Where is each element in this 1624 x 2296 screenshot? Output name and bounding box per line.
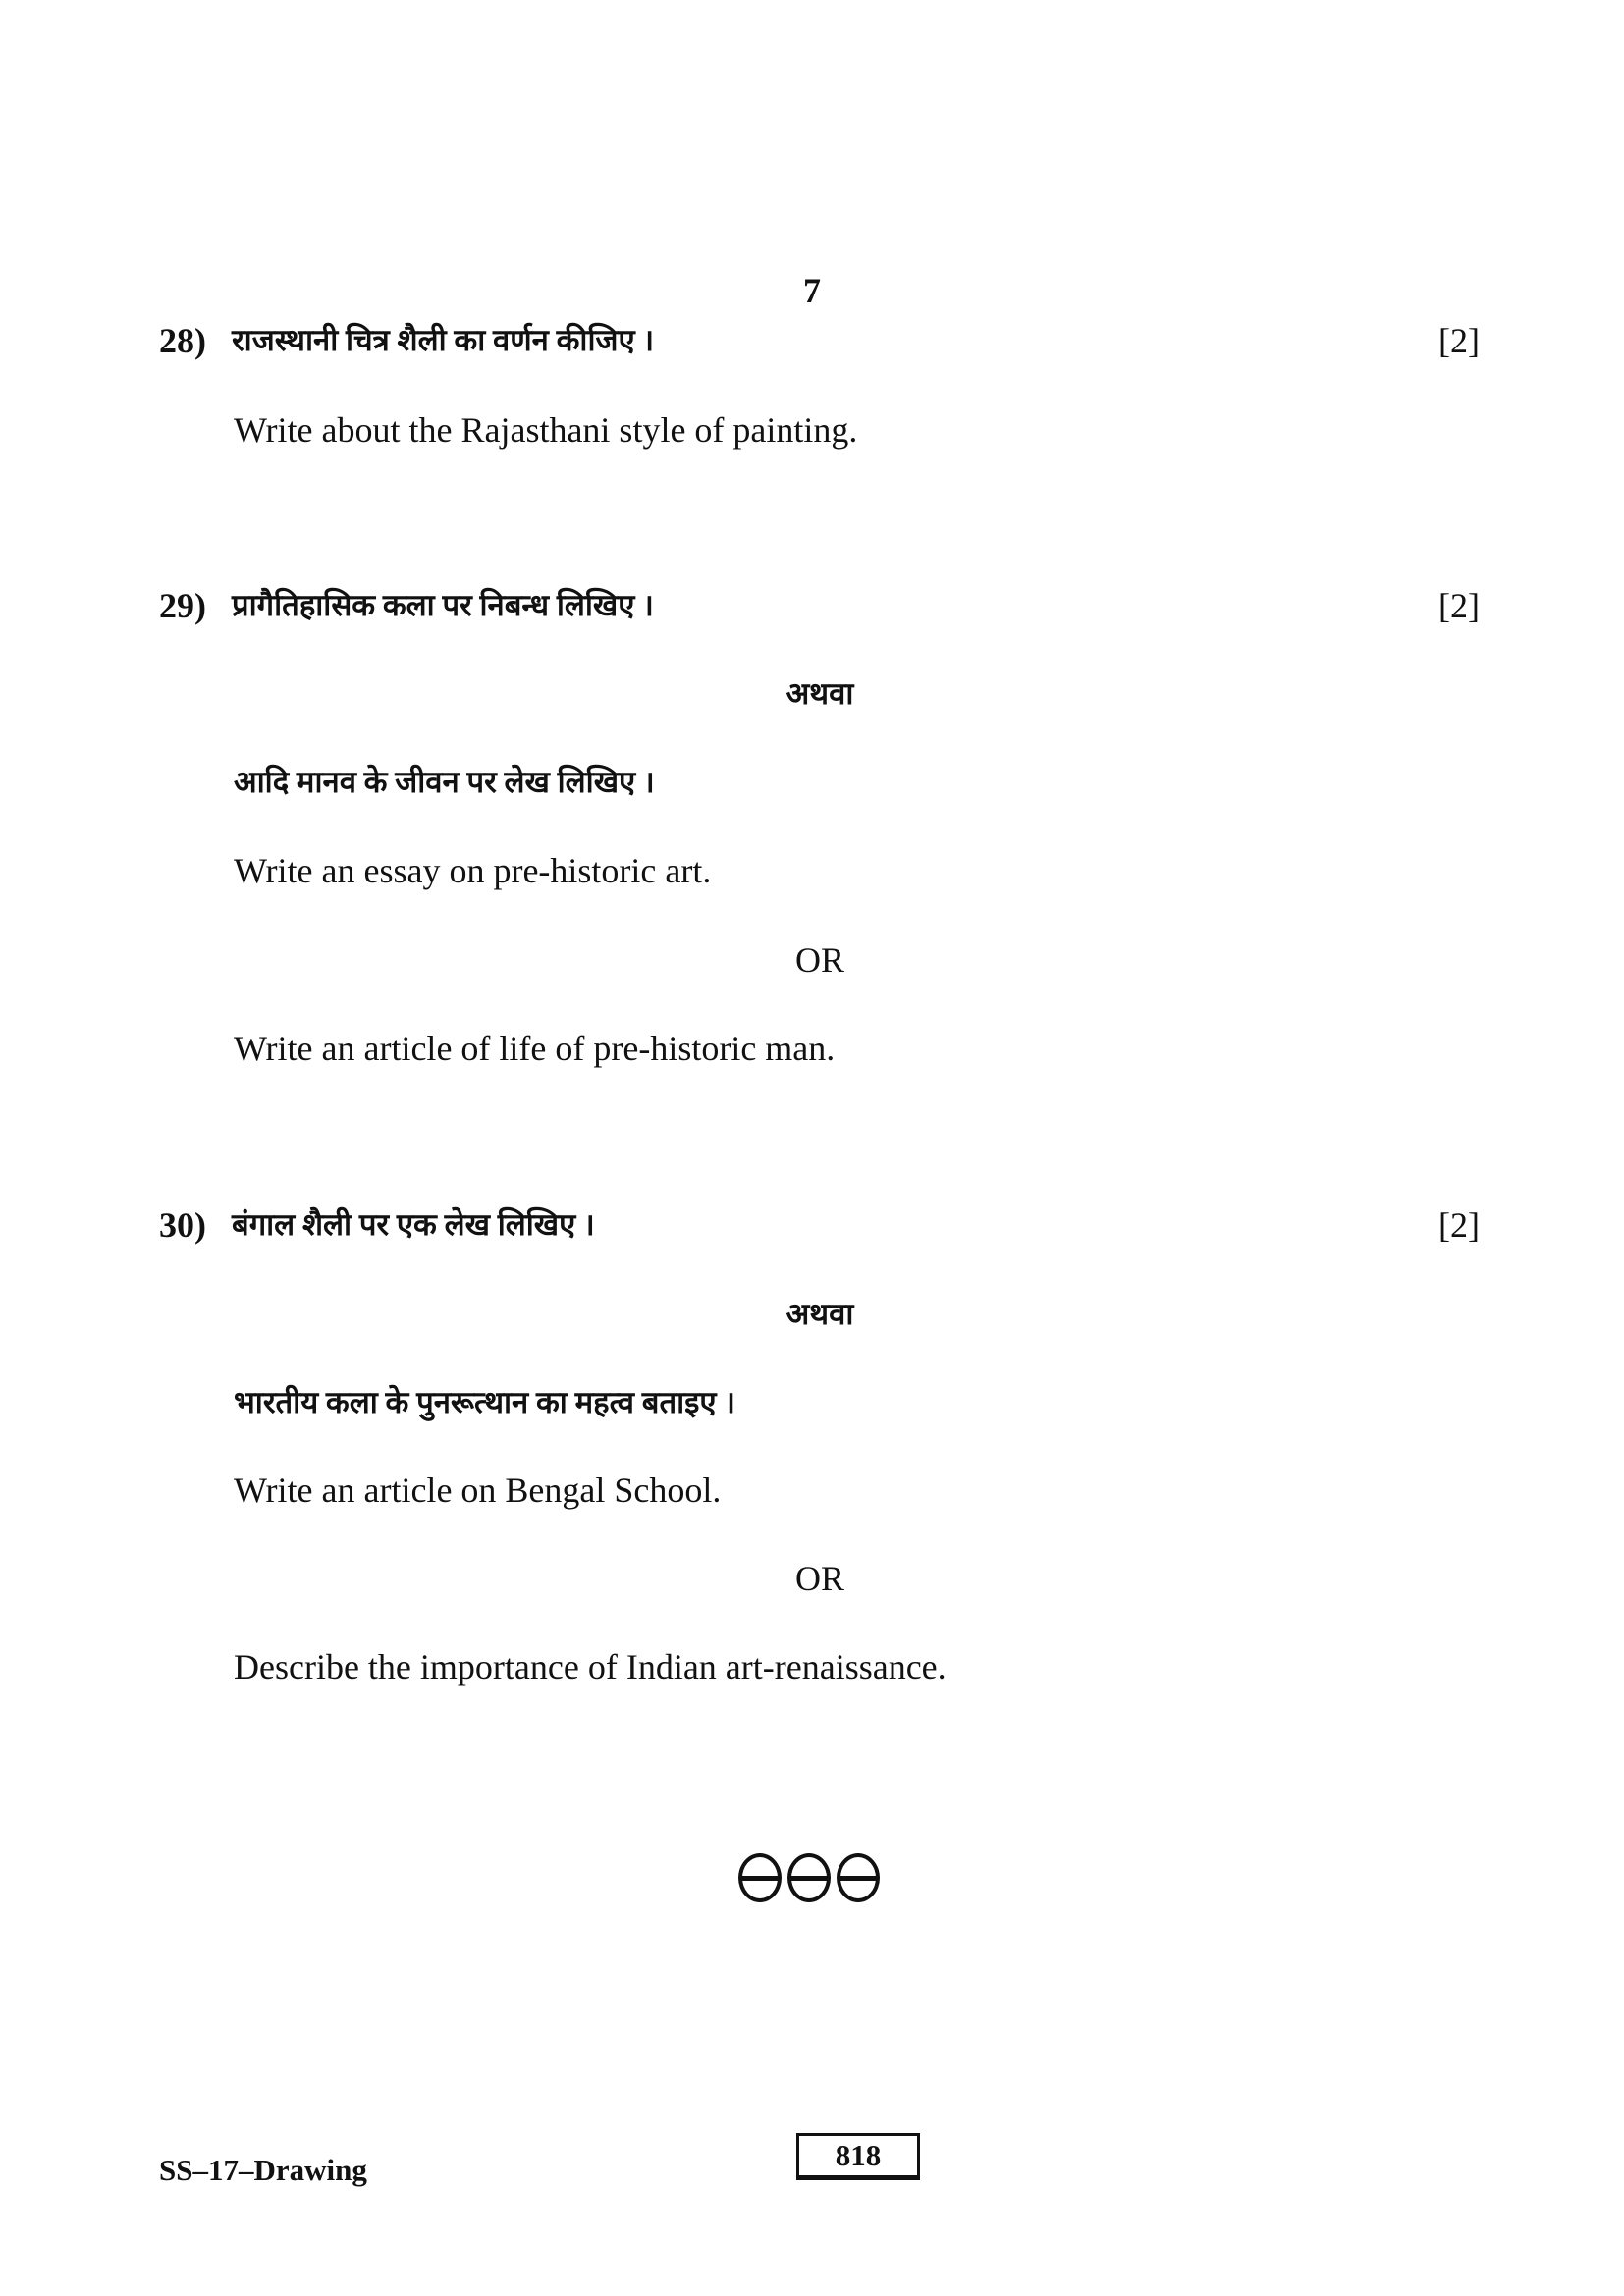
question-29-hindi-or: अथवा (785, 676, 854, 711)
circled-minus-icon (837, 1853, 880, 1902)
question-28-hindi: राजस्थानी चित्र शैली का वर्णन कीजिए । (232, 323, 655, 357)
question-29-english-alt: Write an article of life of pre-historic man. (234, 1029, 836, 1068)
question-30-hindi-alt: भारतीय कला के पुनरूत्थान का महत्व बताइए । (234, 1385, 736, 1419)
question-29-marks: [2] (1438, 586, 1480, 625)
question-30-english-or: OR (794, 1559, 845, 1598)
question-30-hindi: बंगाल शैली पर एक लेख लिखिए । (232, 1207, 595, 1242)
question-30-english: Write an article on Bengal School. (234, 1470, 722, 1510)
question-30-english-alt: Describe the importance of Indian art-renaissance. (234, 1647, 947, 1686)
question-29-hindi-alt: आदि मानव के जीवन पर लेख लिखिए । (234, 765, 655, 799)
question-28-marks: [2] (1438, 321, 1480, 360)
question-30-marks: [2] (1438, 1205, 1480, 1245)
question-28-english: Write about the Rajasthani style of painting. (234, 410, 858, 450)
question-number-29: 29) (159, 586, 206, 625)
end-of-paper-icon (738, 1853, 880, 1902)
question-number-30: 30) (159, 1205, 206, 1245)
sheet-number-box: 818 (796, 2133, 920, 2180)
question-29-english-or: OR (794, 940, 845, 980)
question-29-hindi: प्रागैतिहासिक कला पर निबन्ध लिखिए । (232, 588, 654, 622)
question-29-english: Write an essay on pre-historic art. (234, 851, 712, 890)
paper-code: SS–17–Drawing (159, 2153, 367, 2187)
circled-minus-icon (787, 1853, 831, 1902)
question-30-hindi-or: अथवा (785, 1297, 854, 1331)
page-number: 7 (803, 271, 821, 310)
circled-minus-icon (738, 1853, 782, 1902)
question-number-28: 28) (159, 321, 206, 360)
